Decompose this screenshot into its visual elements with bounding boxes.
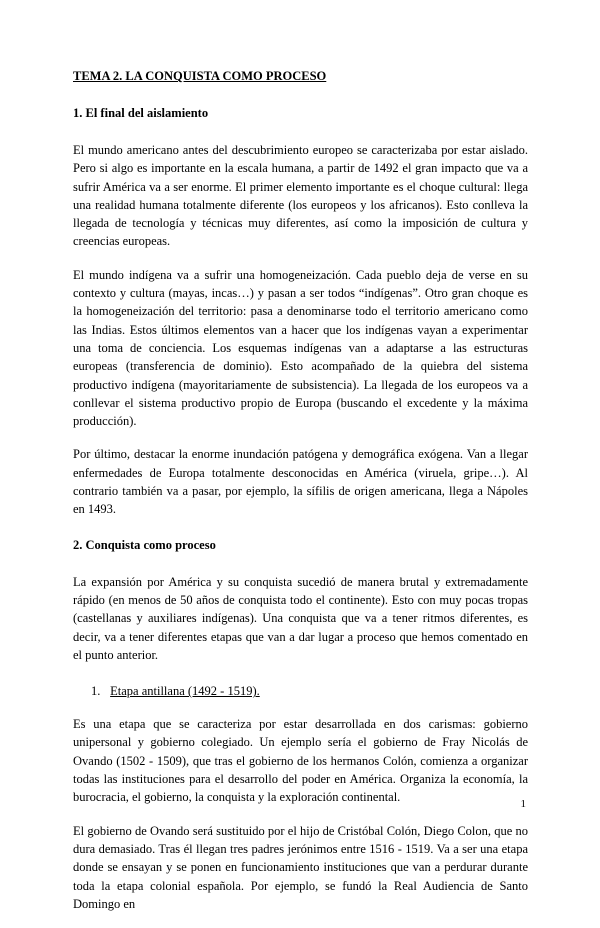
paragraph: El mundo indígena va a sufrir una homogeneización. Cada pueblo deja de verse en su contexto y cultura (mayas, incas…) y pasan a ser todos “indígenas”. Otro gran choque es la homogeneización del territorio: pasa a denominarse todo el territorio americano como las Indias. Estos últimos elementos van a hacer que los indígenas vayan a experimentar una toma de conciencia. Los esquemas indígenas van a adaptarse a las estructuras europeas (transferencia de dominio). Esto acompañado de la quiebra del sistema productivo indígena (mayoritariamente de subsistencia). La llegada de los europeos va a conllevar el sistema productivo propio de Europa (buscando el excedente y la máxima producción). — [73, 267, 528, 429]
subsection-title: Etapa antillana (1492 - 1519). — [110, 684, 260, 699]
paragraph: El mundo americano antes del descubrimiento europeo se caracterizaba por estar aislado. Pero si algo es importante en la escala humana, a partir de 1492 el gran impacto que va a sufrir América va a ser enorme. El primer elemento importante es el choque cultural: llega una realidad humana totalmente diferente (los europeos y los africanos). Esto conlleva la llegada de tecnología y técnicas muy diferentes, así como la imposición de cultura y creencias europeas. — [73, 143, 528, 249]
section-heading-2: 2. Conquista como proceso — [73, 537, 216, 552]
paragraph: La expansión por América y su conquista sucedió de manera brutal y extremadamente rápido (en menos de 50 años de conquista todo el continente). Esto con muy pocas tropas (castellanas y auxiliares indígenas). Una conquista que va a tener ritmos diferentes, es decir, va a tener diferentes etapas que van a dar lugar a proceso que hemos comentado en el punto anterior. — [73, 574, 528, 662]
document-page — [73, 68, 528, 928]
subsection-heading — [91, 683, 528, 699]
paragraph: El gobierno de Ovando será sustituido por el hijo de Cristóbal Colón, Diego Colon, que no dura demasiado. Tras él llegan tres padres jerónimos entre 1516 - 1519. Va a ser una etapa donde se ensayan y se ponen en funcionamiento instituciones que van a perdurar durante toda la etapa colonial española. Por ejemplo, se fundó la Real Audiencia de Santo Domingo en — [73, 823, 528, 911]
section-heading-1: 1. El final del aislamiento — [73, 106, 209, 120]
list-number: 1. — [91, 684, 101, 699]
document-title: TEMA 2. LA CONQUISTA COMO PROCESO — [73, 69, 327, 83]
page-number: 1 — [520, 798, 526, 810]
paragraph: Es una etapa que se caracteriza por estar desarrollada en dos carismas: gobierno unipersonal y gobierno colegiado. Un ejemplo sería el gobierno de Fray Nicolás de Ovando (1502 - 1509), que tras el gobierno de los hermanos Colón, comienza a organizar todas las instituciones para el desarrollo del poder en América. Organiza la economía, la burocracia, el gobierno, la conquista y la exploración continental. — [73, 717, 528, 805]
paragraph: Por último, destacar la enorme inundación patógena y demográfica exógena. Van a llegar enfermedades de Europa totalmente desconocidas en América (viruela, gripe…). Al contrario también va a pasar, por ejemplo, la sífilis de origen americana, llega a Nápoles en 1493. — [73, 447, 528, 517]
